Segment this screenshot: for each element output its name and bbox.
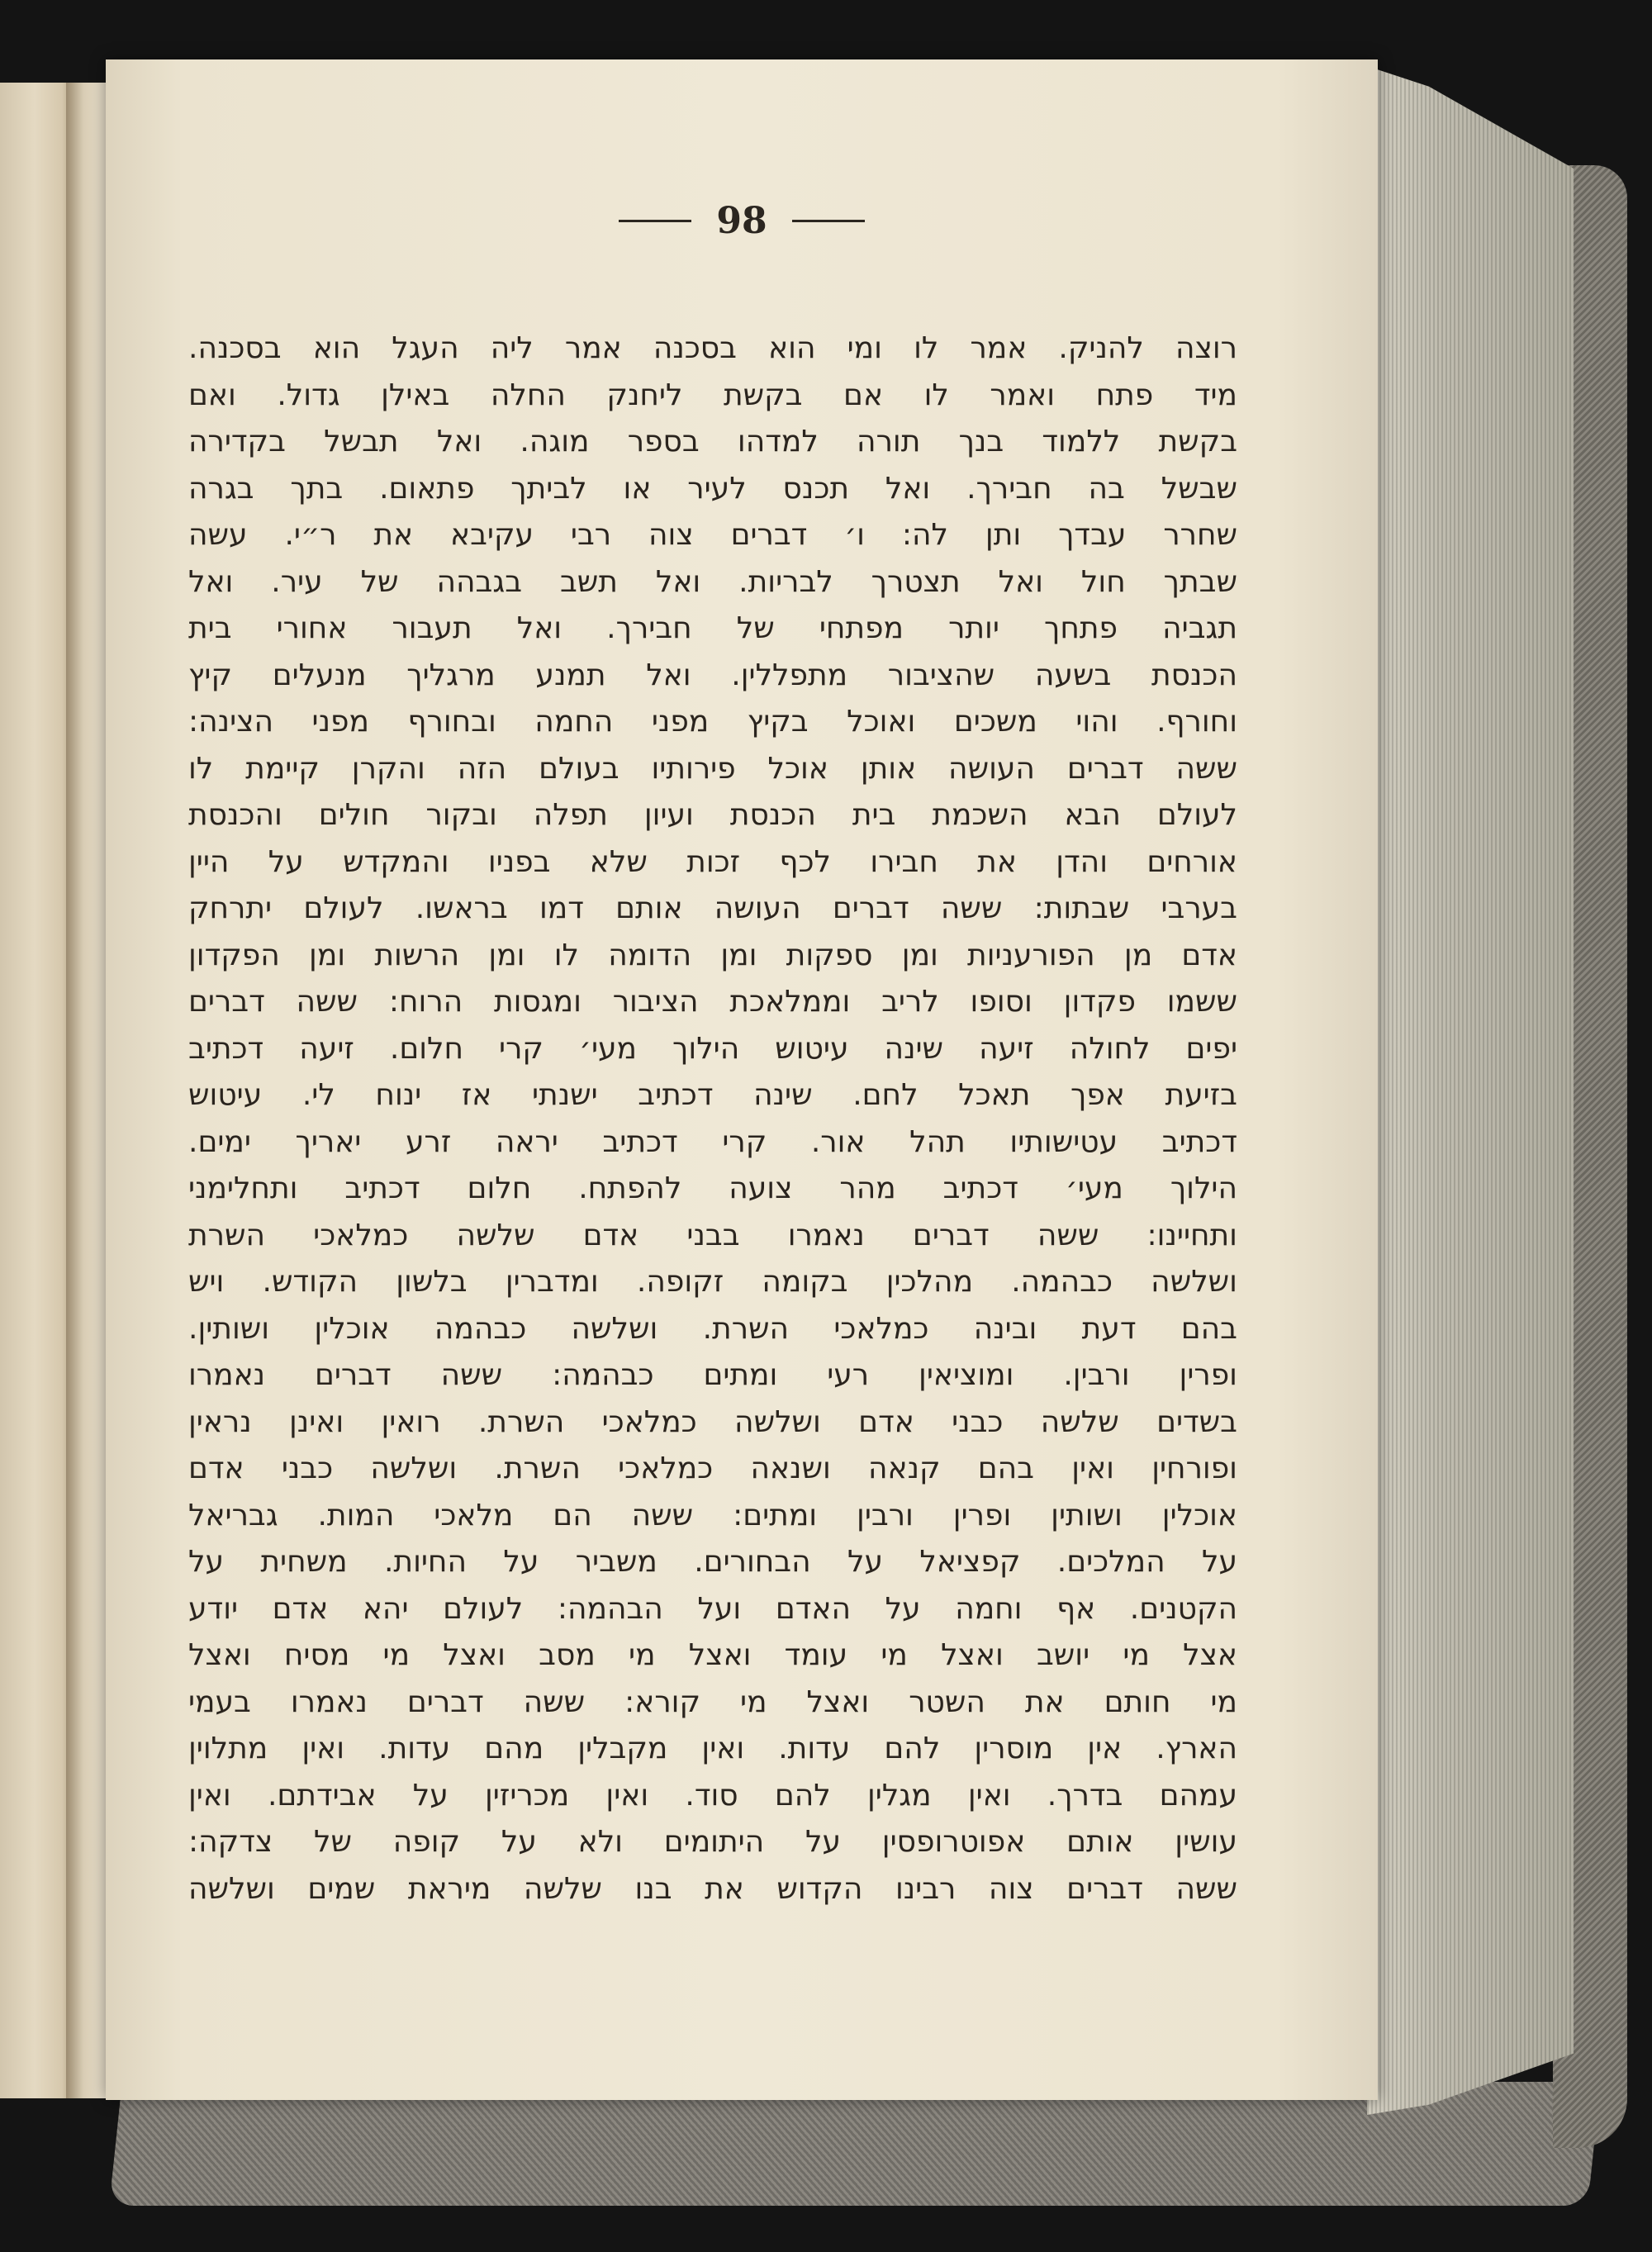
text-line: ששה דברים צוה רבינו הקדוש את בנו שלשה מיראת שמים ושלשה — [188, 1871, 1237, 1906]
text-line: אורחים והדן את חבירו לכף זכות שלא בפניו והמקדש על היין — [188, 844, 1237, 879]
text-line: הכנסת בשעה שהציבור מתפללין. ואל תמנע מרגליך מנעלים קיץ — [188, 658, 1237, 692]
page-header — [106, 200, 1378, 242]
text-line: דכתיב עטישותיו תהל אור. קרי דכתיב יראה זרע יאריך ימים. — [188, 1124, 1237, 1159]
text-line: מיד פתח ואמר לו אם בקשת ליחנק החלה באילן גדול. ואם — [188, 378, 1237, 412]
text-line: רוצה להניק. אמר לו ומי הוא בסכנה אמר ליה העגל הוא בסכנה. — [188, 331, 1237, 365]
body-text — [188, 325, 1237, 1912]
text-line: ששמו פקדון וסופו לריב וממלאכת הציבור ומגסות הרוח: ששה דברים — [188, 985, 1237, 1019]
text-line: וחורף. והוי משכים ואוכל בקיץ מפני החמה ובחורף מפני הצינה: — [188, 705, 1237, 739]
text-line: תגביה פתחך יותר מפתחי של חבירך. ואל תעבור אחורי בית — [188, 611, 1237, 645]
text-line: יפים לחולה זיעה שינה עיטוש הילוך מעי׳ קרי חלום. זיעה דכתיב — [188, 1031, 1237, 1066]
text-line: בהם דעת ובינה כמלאכי השרת. ושלשה כבהמה אוכלין ושותין. — [188, 1311, 1237, 1346]
text-line: אדם מן הפורעניות ומן ספקות ומן הדומה לו ומן הרשות ומן הפקדון — [188, 938, 1237, 972]
page-block-edges — [1367, 66, 1574, 2115]
text-line: שחרר עבדך ותן לה: ו׳ דברים צוה רבי עקיבא את ר״י. עשה — [188, 518, 1237, 552]
text-line: ופרין ורבין. ומוציאין רעי ומתים כבהמה: ששה דברים נאמרו — [188, 1358, 1237, 1392]
text-line: ותחיינו: ששה דברים נאמרו בבני אדם שלשה כמלאכי השרת — [188, 1218, 1237, 1252]
text-line: מי חותם את השטר ואצל מי קורא: ששה דברים נאמרו בעמי — [188, 1684, 1237, 1719]
text-line: בזיעת אפך תאכל לחם. שינה דכתיב ישנתי אז ינוח לי. עיטוש — [188, 1078, 1237, 1112]
text-line: בערבי שבתות: ששה דברים העושה אותם דמו בראשו. לעולם יתרחק — [188, 891, 1237, 925]
text-line: ושלשה כבהמה. מהלכין בקומה זקופה. ומדברין בלשון הקודש. ויש — [188, 1265, 1237, 1299]
text-line: שבשל בה חבירך. ואל תכנס לעיר או לביתך פתאום. בתך בגרה — [188, 471, 1237, 506]
book-page — [106, 59, 1378, 2100]
text-line: ששה דברים העושה אותן אוכל פירותיו בעולם הזה והקרן קיימת לו — [188, 751, 1237, 786]
text-line: על המלכים. קפציאל על הבחורים. משביר על החיות. משחית על — [188, 1545, 1237, 1579]
text-line: אצל מי יושב ואצל מי עומד ואצל מי מסב ואצל מי מסיח ואצל — [188, 1638, 1237, 1672]
left-page-edge — [0, 83, 76, 2098]
header-rule-left — [619, 220, 691, 222]
text-line: לעולם הבא השכמת בית הכנסת ועיון תפלה ובקור חולים והכנסת — [188, 798, 1237, 832]
text-line: בשדים שלשה כבני אדם ושלשה כמלאכי השרת. רואין ואינן נראין — [188, 1404, 1237, 1439]
book-gutter — [66, 83, 109, 2098]
text-line: אוכלין ושותין ופרין ורבין ומתים: ששה הם מלאכי המות. גבריאל — [188, 1498, 1237, 1532]
text-line: ופורחין ואין בהם קנאה ושנאה כמלאכי השרת. ושלשה כבני אדם — [188, 1451, 1237, 1485]
header-rule-right — [792, 220, 865, 222]
text-line: הקטנים. אף וחמה על האדם ועל הבהמה: לעולם יהא אדם יודע — [188, 1591, 1237, 1626]
text-line: בקשת ללמוד בנך תורה למדהו בספר מוגה. ואל תבשל בקדירה — [188, 425, 1237, 458]
text-line: הילוך מעי׳ דכתיב מהר צועה להפתח. חלום דכתיב ותחלימני — [188, 1171, 1237, 1205]
text-line: הארץ. אין מוסרין להם עדות. ואין מקבלין מהם עדות. ואין מתלוין — [188, 1732, 1237, 1765]
text-line: עושין אותם אפוטרופסין על היתומים ולא על קופה של צדקה: — [188, 1825, 1237, 1859]
text-line: שבתך חול ואל תצטרך לבריות. ואל תשב בגבהה של עיר. ואל — [188, 564, 1237, 599]
text-line: עמהם בדרך. ואין מגלין להם סוד. ואין מכריזין על אבידתם. ואין — [188, 1778, 1237, 1813]
page-number: 98 — [716, 200, 767, 242]
